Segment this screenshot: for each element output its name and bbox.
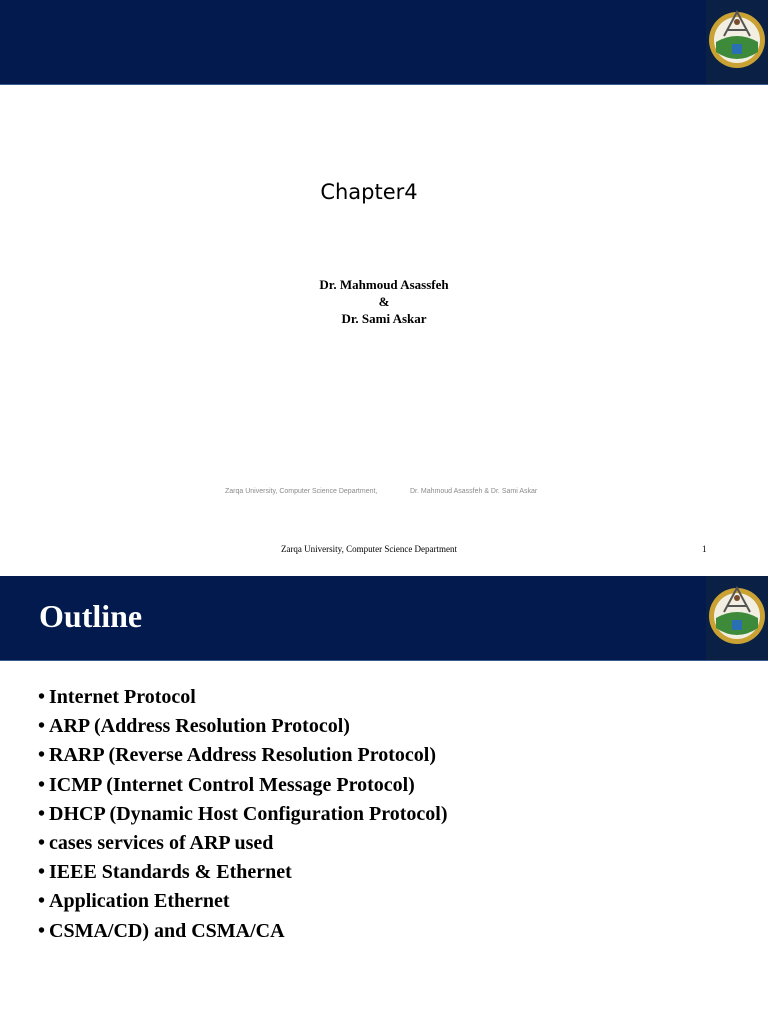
bullet-dot: • (38, 861, 46, 884)
list-item (38, 741, 448, 770)
list-item-text: Internet Protocol (49, 686, 196, 708)
author-line: & (378, 294, 390, 309)
university-seal-icon (706, 576, 768, 660)
list-item (38, 800, 448, 829)
list-item-text: IEEE Standards & Ethernet (49, 861, 292, 884)
list-item-text: DHCP (Dynamic Host Configuration Protocol) (49, 802, 448, 825)
header-banner (0, 576, 768, 661)
faint-footer-left: Zarqa University, Computer Science Department, (225, 488, 378, 495)
list-item-text: ARP (Address Resolution Protocol) (49, 715, 350, 738)
bullet-dot: • (38, 715, 46, 738)
list-item (38, 829, 448, 858)
list-item (38, 683, 448, 712)
outline-list (38, 683, 448, 946)
list-item-text: RARP (Reverse Address Resolution Protocol) (49, 744, 436, 767)
university-logo (706, 576, 768, 660)
author-line: Dr. Mahmoud Asassfeh (319, 277, 449, 292)
university-logo (706, 0, 768, 84)
bullet-dot: • (38, 919, 46, 942)
bullet-dot: • (38, 744, 46, 767)
bullet-dot: • (38, 890, 46, 913)
outline-slide (0, 576, 768, 1024)
university-seal-icon (706, 0, 768, 84)
list-item-text: CSMA/CD) and CSMA/CA (49, 919, 285, 942)
slide-title: Chapter4 (320, 180, 418, 204)
bullet-dot: • (38, 832, 46, 855)
list-item-text: Application Ethernet (49, 890, 230, 913)
author-line: Dr. Sami Askar (341, 311, 427, 326)
slide-footer: Zarqa University, Computer Science Department (280, 544, 458, 554)
bullet-dot: • (38, 773, 46, 796)
list-item (38, 887, 448, 916)
header-banner (0, 0, 768, 85)
authors-block (0, 276, 768, 327)
list-item-text: cases services of ARP used (49, 832, 274, 855)
list-item (38, 917, 448, 946)
list-item (38, 771, 448, 800)
faint-footer-right: Dr. Mahmoud Asassfeh & Dr. Sami Askar (410, 488, 538, 495)
slide-title: Outline (39, 598, 143, 634)
list-item (38, 858, 448, 887)
list-item-text: ICMP (Internet Control Message Protocol) (49, 773, 415, 796)
bullet-dot: • (38, 686, 46, 708)
bullet-dot: • (38, 802, 46, 825)
page-number: 1 (702, 544, 707, 554)
list-item (38, 712, 448, 741)
